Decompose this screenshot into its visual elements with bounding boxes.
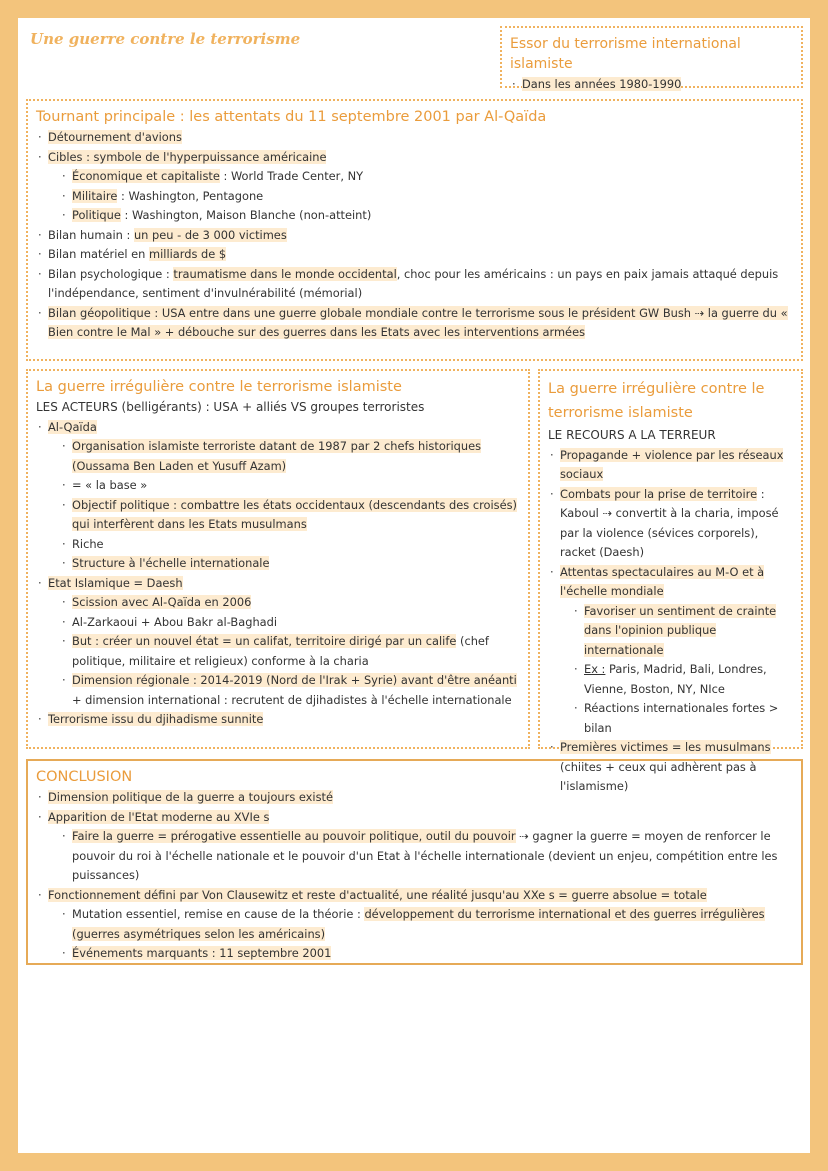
list-item: · Al-Zarkaoui + Abou Bakr al-Baghadi [60, 613, 520, 633]
list-item: · Structure à l'échelle internationale [60, 554, 520, 574]
list-item: · Scission avec Al-Qaïda en 2006 [60, 593, 520, 613]
recours-line: LE RECOURS A LA TERREUR [548, 428, 716, 442]
acteurs-line: LES ACTEURS (belligérants) : USA + alliés VS groupes terroristes [36, 400, 425, 414]
list-item: · Propagande + violence par les réseaux sociaux [548, 446, 793, 485]
list-item: · Événements marquants : 11 septembre 2001 [60, 944, 793, 964]
list-item: · But : créer un nouvel état = un califat, territoire dirigé par un calife (chef politique, militaire et religieux) conforme à la charia [60, 632, 520, 671]
list-item: · Dimension régionale : 2014-2019 (Nord de l'Irak + Syrie) avant d'être anéanti + dimension international : recrutent de djihadistes à l'échelle internationale [60, 671, 520, 710]
tournant-box [26, 99, 803, 361]
note-page [18, 18, 810, 1153]
list-item: · Militaire : Washington, Pentagone [60, 187, 793, 207]
list-item: · Premières victimes = les musulmans (chiites + ceux qui adhèrent pas à l'islamisme) [548, 738, 793, 797]
list-item: · Faire la guerre = prérogative essentielle au pouvoir politique, outil du pouvoir ⇢ gagner la guerre = moyen de renforcer le pouvoir du roi à l'échelle nationale et le pouvoir d'un Etat à l'échelle internationale (devient un enjeu, compétition entre les puissances) [60, 827, 793, 886]
irreg-left-box [26, 369, 530, 749]
list-item: · Politique : Washington, Maison Blanche (non-atteint) [60, 206, 793, 226]
list-item: · Attentas spectaculaires au M-O et à l'échelle mondiale · Favoriser un sentiment de crainte dans l'opinion publique internationale · Ex : Paris, Madrid, Bali, Londres, Vienne, Boston, NY, NIce · Réactions internationales fortes > bilan [548, 563, 793, 739]
essor-box [500, 26, 803, 91]
list-item: · Organisation islamiste terroriste datant de 1987 par 2 chefs historiques (Oussama Ben Laden et Yusuff Azam) [60, 437, 520, 476]
list-item: · Dimension politique de la guerre a toujours existé [36, 788, 793, 808]
irreg-right-heading: La guerre irrégulière contre le terrorisme islamiste [548, 381, 765, 421]
list-item: · Apparition de l'Etat moderne au XVIe s · Faire la guerre = prérogative essentielle au pouvoir politique, outil du pouvoir ⇢ gagner la guerre = moyen de renforcer le pouvoir du roi à l'échelle nationale et le pouvoir d'un Etat à l'échelle internationale (devient un enjeu, compétition entre les puissances) [36, 808, 793, 886]
list-item: · Favoriser un sentiment de crainte dans l'opinion publique internationale [572, 602, 793, 661]
list-item: · Cibles : symbole de l'hyperpuissance américaine · Économique et capitaliste : World Trade Center, NY · Militaire : Washington, Pentagone · Politique : Washington, Maison Blanche (non-atteint) [36, 148, 793, 226]
list-item: · Objectif politique : combattre les états occidentaux (descendants des croisés) qui interfèrent dans les Etats musulmans [60, 496, 520, 535]
list-item: · Réactions internationales fortes > bilan [572, 699, 793, 738]
irreg-left-heading: La guerre irrégulière contre le terrorisme islamiste [36, 379, 402, 395]
list-item: · Al-Qaïda · Organisation islamiste terroriste datant de 1987 par 2 chefs historiques (Oussama Ben Laden et Yusuff Azam) · = « la base » · Objectif politique : combattre les états occidentaux (descendants des croisés) qui interfèrent dans les Etats musulmans · Riche · Structure à l'échelle internationale [36, 418, 520, 574]
list-item: · Bilan humain : un peu - de 3 000 victimes [36, 226, 793, 246]
essor-heading: Essor du terrorisme international islamiste [510, 36, 741, 72]
list-item: · Détournement d'avions [36, 128, 793, 148]
page-title: Une guerre contre le terrorisme [30, 30, 301, 48]
conclusion-heading: CONCLUSION [36, 769, 133, 785]
essor-item: · Dans les années 1980-1990 [510, 75, 793, 95]
irreg-right-box [538, 369, 803, 793]
list-item: · Économique et capitaliste : World Trade Center, NY [60, 167, 793, 187]
list-item: · Bilan géopolitique : USA entre dans une guerre globale mondiale contre le terrorisme sous le président GW Bush ⇢ la guerre du « Bien contre le Mal » + débouche sur des guerres dans les Etats avec les interventions armées [36, 304, 793, 343]
list-item: · Ex : Paris, Madrid, Bali, Londres, Vienne, Boston, NY, NIce [572, 660, 793, 699]
list-item: · Bilan matériel en milliards de $ [36, 245, 793, 265]
list-item: · Riche [60, 535, 520, 555]
list-item: · Etat Islamique = Daesh · Scission avec Al-Qaïda en 2006 · Al-Zarkaoui + Abou Bakr al-Baghadi · But : créer un nouvel état = un califat, territoire dirigé par un calife (chef politique, militaire et religieux) conforme à la charia · Dimension régionale : 2014-2019 (Nord de l'Irak + Syrie) avant d'être anéanti + dimension international : recrutent de djihadistes à l'échelle internationale [36, 574, 520, 711]
list-item: · Mutation essentiel, remise en cause de la théorie : développement du terrorisme international et des guerres irrégulières (guerres asymétriques selon les américains) [60, 905, 793, 944]
list-item: · = « la base » [60, 476, 520, 496]
list-item: · Combats pour la prise de territoire : Kaboul ⇢ convertit à la charia, imposé par la violence (sévices corporels), racket (Daesh) [548, 485, 793, 563]
list-item: · Bilan psychologique : traumatisme dans le monde occidental, choc pour les américains : un pays en paix jamais attaqué depuis l'indépendance, sentiment d'invulnérabilité (mémorial) [36, 265, 793, 304]
conclusion-box [26, 759, 803, 965]
list-item: · Terrorisme issu du djihadisme sunnite [36, 710, 520, 730]
list-item: · Fonctionnement défini par Von Clausewitz et reste d'actualité, une réalité jusqu'au XXe s = guerre absolue = totale · Mutation essentiel, remise en cause de la théorie : développement du terrorisme international et des guerres irrégulières (guerres asymétriques selon les américains) · Événements marquants : 11 septembre 2001 [36, 886, 793, 964]
tournant-heading: Tournant principale : les attentats du 11 septembre 2001 par Al-Qaïda [36, 109, 547, 125]
